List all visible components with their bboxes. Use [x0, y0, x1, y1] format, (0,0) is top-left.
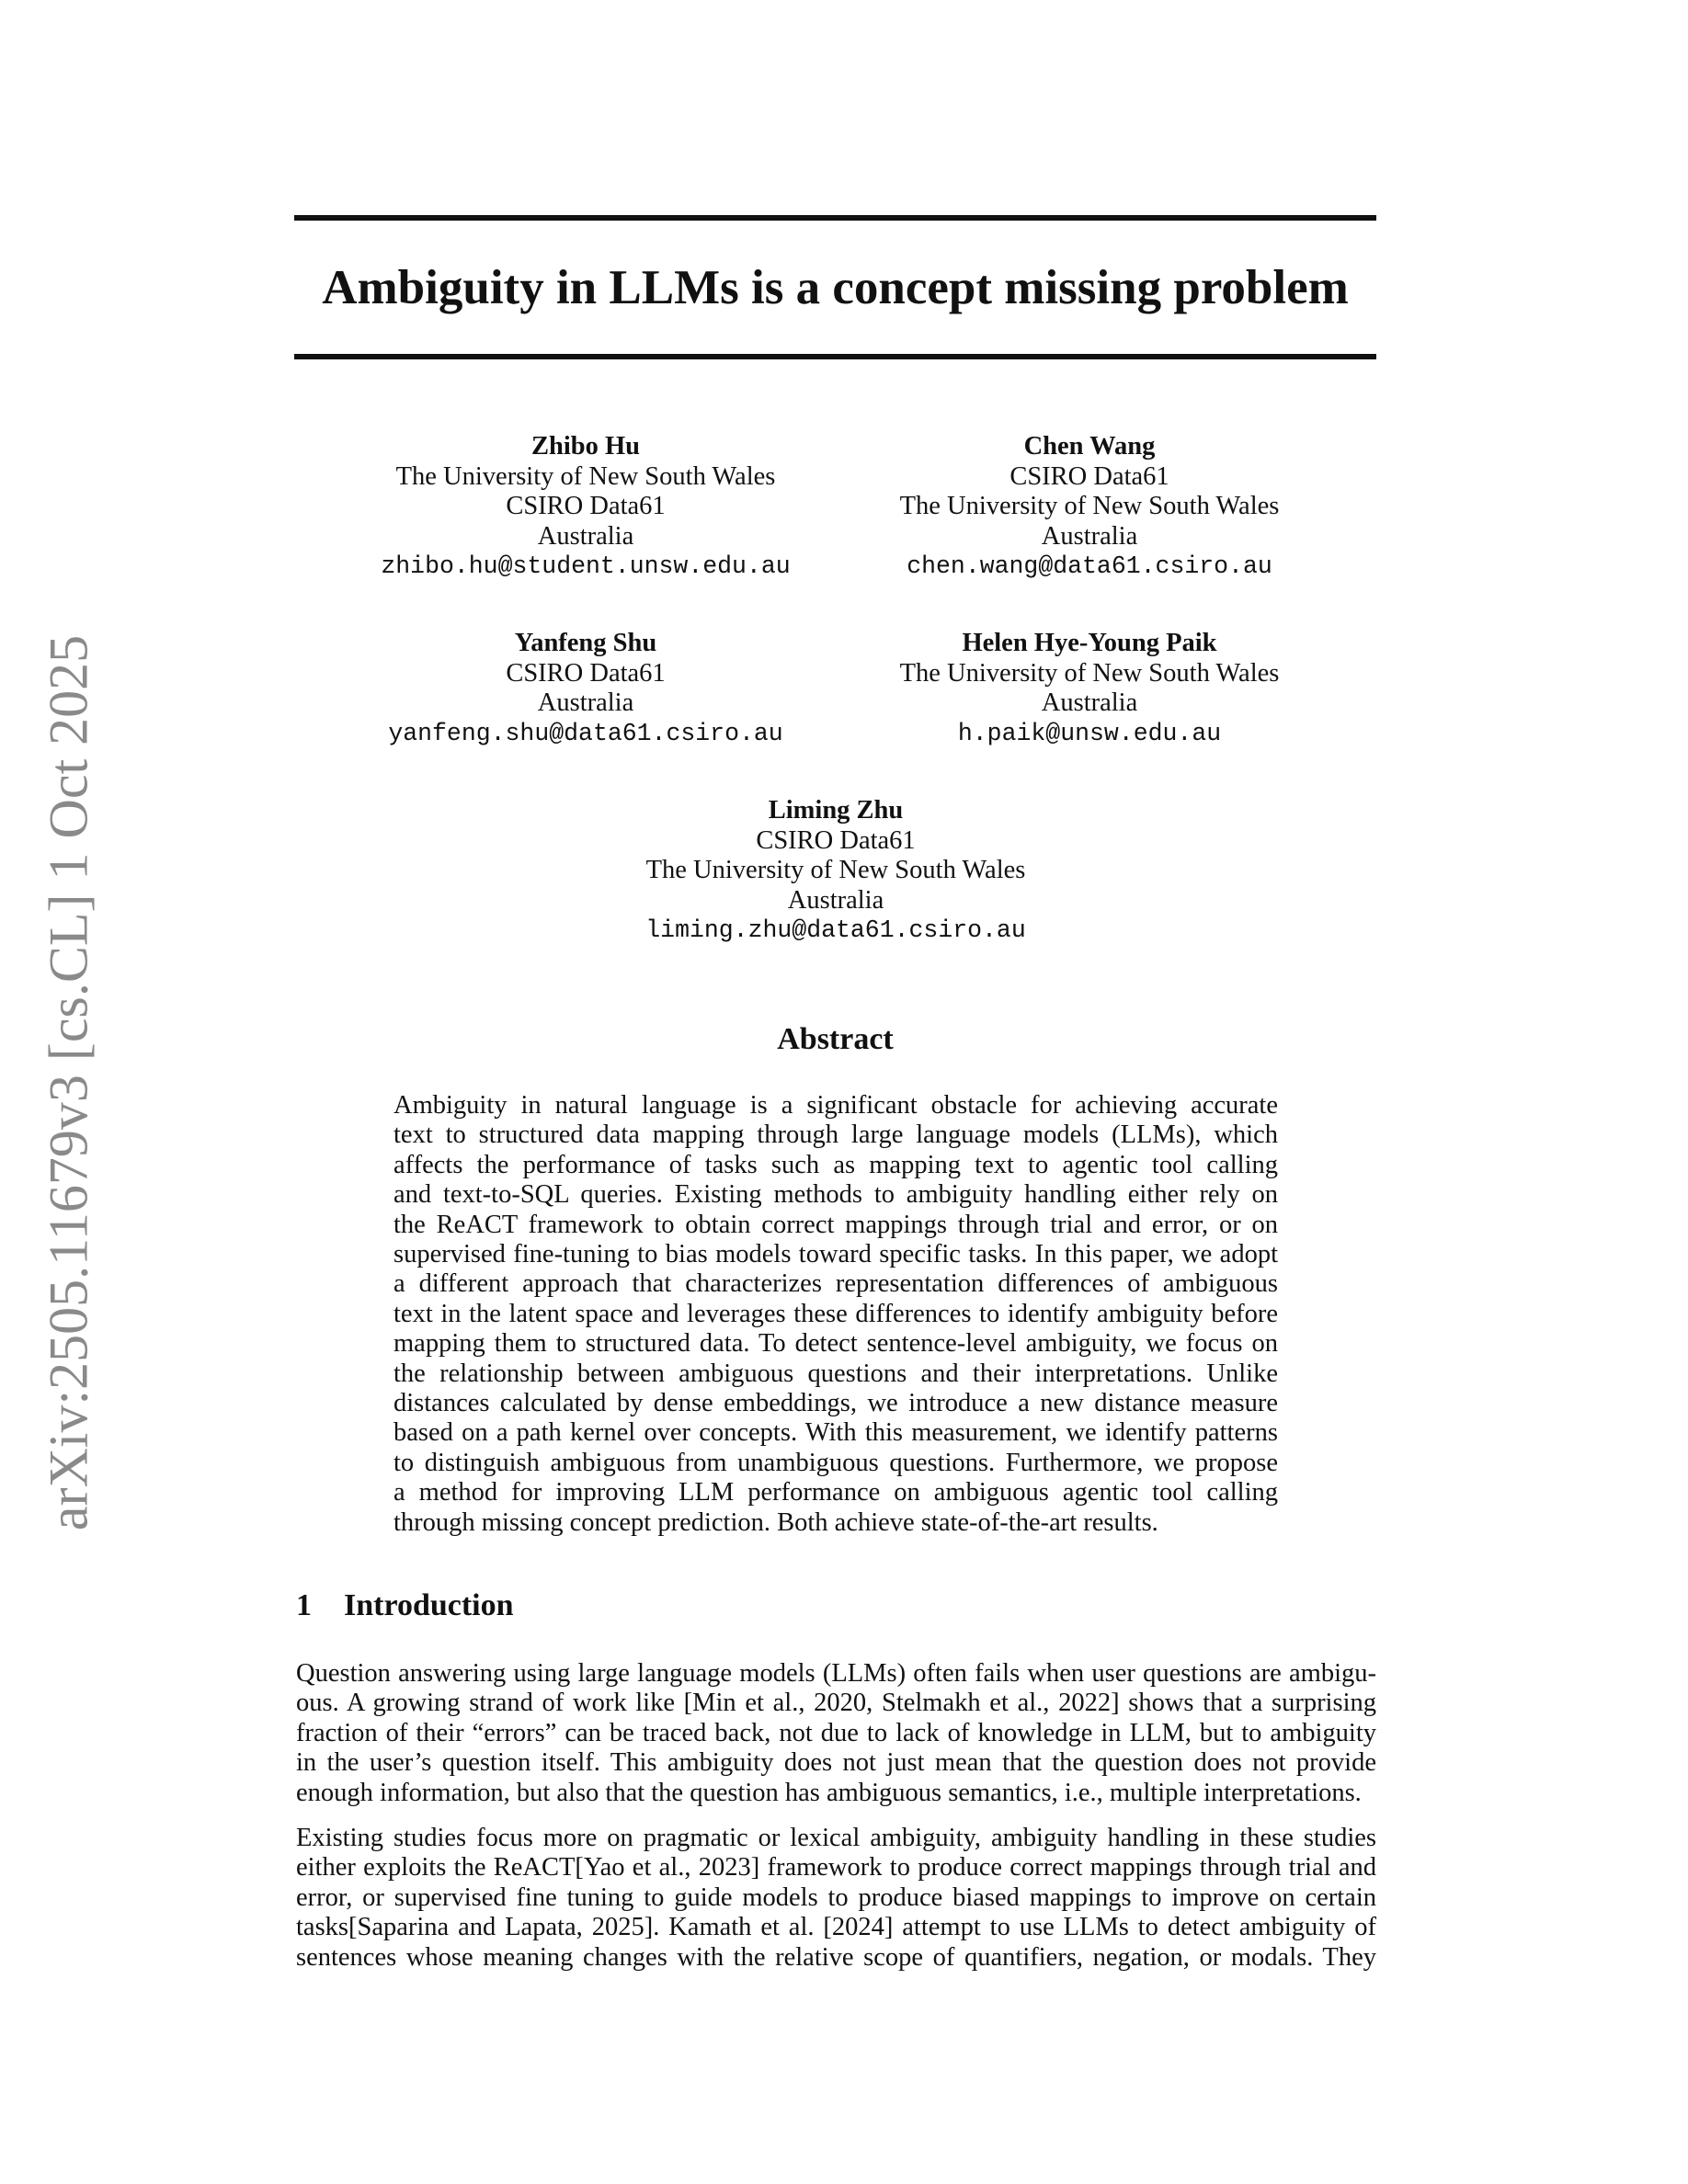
text-line: and text-to-SQL queries. Existing methods to ambiguity handling either rely on — [393, 1180, 1278, 1210]
author-affiliation: Australia — [787, 885, 884, 915]
text-line: through missing concept prediction. Both achieve state-of-the-art results. — [393, 1507, 1158, 1537]
section-number: 1 — [296, 1588, 312, 1622]
text-line: affects the performance of tasks such as mapping text to agentic tool calling — [393, 1150, 1278, 1179]
text-line: ous. A growing strand of work like [Min et al., 2020, Stelmakh et al., 2022] shows that a surprising — [296, 1689, 1376, 1718]
text-line: fraction of their “errors” can be traced back, not due to lack of knowledge in LLM, but to ambiguity — [296, 1718, 1376, 1747]
intro-paragraph — [296, 1824, 1376, 1973]
author-affiliation: CSIRO Data61 — [506, 658, 666, 688]
author — [310, 432, 861, 582]
text-line: Existing studies focus more on pragmatic or lexical ambiguity, ambiguity handling in these studies — [296, 1824, 1376, 1852]
arxiv-identifier: arXiv:2505.11679v3 [cs.CL] 1 Oct 2025 — [38, 634, 99, 1531]
author — [814, 629, 1365, 748]
text-line: text to structured data mapping through large language models (LLMs), which — [393, 1120, 1278, 1150]
text-line: either exploits the ReACT[Yao et al., 2023] framework to produce correct mappings through trial and — [296, 1853, 1376, 1883]
paper-title: Ambiguity in LLMs is a concept missing problem — [322, 261, 1349, 314]
abstract-body — [393, 1091, 1278, 1538]
author-affiliation: Australia — [1041, 521, 1138, 551]
text-line: based on a path kernel over concepts. With this measurement, we identify patterns — [393, 1418, 1278, 1448]
text-line: text in the latent space and leverages these differences to identify ambiguity before — [393, 1299, 1278, 1328]
text-line: Question answering using large language models (LLMs) often fails when user questions are ambigu- — [296, 1659, 1376, 1688]
author — [560, 796, 1112, 946]
text-line: a method for improving LLM performance on ambiguous agentic tool calling — [393, 1478, 1278, 1507]
text-line: distances calculated by dense embeddings, we introduce a new distance measure — [393, 1389, 1278, 1418]
author-affiliation: The University of New South Wales — [899, 492, 1280, 520]
intro-paragraph — [296, 1659, 1376, 1808]
text-line: error, or supervised fine tuning to guide models to produce biased mappings to improve on certain — [296, 1883, 1376, 1912]
author-name: Helen Hye-Young Paik — [962, 629, 1217, 657]
author — [310, 629, 861, 748]
text-line: a different approach that characterizes representation differences of ambiguous — [393, 1269, 1278, 1299]
author-affiliation: The University of New South Wales — [395, 461, 776, 491]
author — [814, 432, 1365, 582]
text-line: to distinguish ambiguous from unambiguous questions. Furthermore, we propose — [393, 1448, 1278, 1477]
text-line: the ReACT framework to obtain correct mappings through trial and error, or on — [393, 1210, 1278, 1239]
author-email[interactable]: yanfeng.shu@data61.csiro.au — [388, 719, 783, 747]
author-email[interactable]: h.paik@unsw.edu.au — [957, 719, 1222, 747]
text-line: Ambiguity in natural language is a significant obstacle for achieving accurate — [393, 1091, 1278, 1120]
author-email[interactable]: zhibo.hu@student.unsw.edu.au — [381, 552, 791, 580]
author-affiliation: Australia — [537, 688, 634, 717]
author-name: Yanfeng Shu — [514, 629, 657, 657]
author-affiliation: Australia — [537, 521, 634, 551]
text-line: mapping them to structured data. To detect sentence-level ambiguity, we focus on — [393, 1329, 1278, 1359]
title-rule-bottom — [294, 354, 1376, 359]
author-email[interactable]: liming.zhu@data61.csiro.au — [645, 916, 1026, 944]
text-line: supervised fine-tuning to bias models toward specific tasks. In this paper, we adopt — [393, 1240, 1278, 1269]
author-affiliation: The University of New South Wales — [899, 658, 1280, 688]
author-name: Zhibo Hu — [530, 432, 641, 461]
abstract-heading: Abstract — [777, 1022, 894, 1056]
text-line: sentences whose meaning changes with the relative scope of quantifiers, negation, or modals. They — [296, 1942, 1376, 1972]
text-line: the relationship between ambiguous questions and their interpretations. Unlike — [393, 1359, 1278, 1388]
author-name: Chen Wang — [1023, 432, 1156, 461]
author-affiliation: The University of New South Wales — [645, 856, 1026, 884]
text-line: enough information, but also that the question has ambiguous semantics, i.e., multiple interpretations. — [296, 1778, 1362, 1807]
author-affiliation: CSIRO Data61 — [1009, 461, 1169, 491]
text-line: tasks[Saparina and Lapata, 2025]. Kamath et al. [2024] attempt to use LLMs to detect ambiguity of — [296, 1913, 1376, 1942]
text-line: in the user’s question itself. This ambiguity does not just mean that the question does not provide — [296, 1748, 1376, 1778]
section-title: Introduction — [344, 1588, 514, 1622]
author-affiliation: Australia — [1041, 688, 1138, 717]
author-email[interactable]: chen.wang@data61.csiro.au — [907, 552, 1272, 580]
title-rule-top — [294, 215, 1376, 221]
author-name: Liming Zhu — [768, 796, 904, 825]
author-affiliation: CSIRO Data61 — [506, 492, 666, 520]
author-affiliation: CSIRO Data61 — [756, 825, 916, 855]
section-heading-introduction — [296, 1588, 514, 1623]
